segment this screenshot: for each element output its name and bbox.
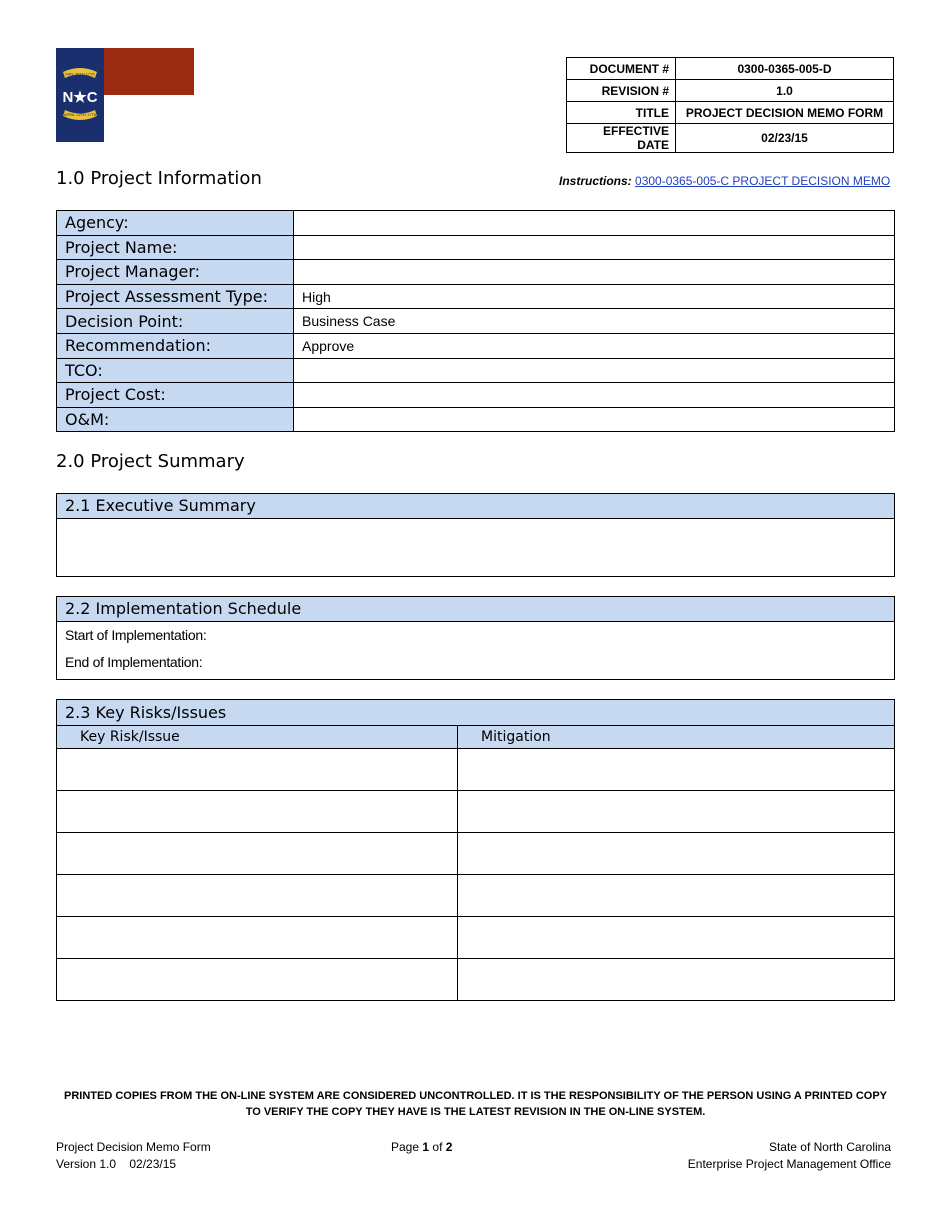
section-2-title: 2.0 Project Summary	[56, 451, 245, 472]
page-current: 1	[422, 1140, 430, 1154]
uncontrolled-copy-notice: PRINTED COPIES FROM THE ON-LINE SYSTEM ARE CONSIDERED UNCONTROLLED. IT IS THE RESPONSIBILITY OF THE PERSON USING A PRINTED COPY TO VERIFY THE COPY THEY HAVE IS THE LATEST REVISION IN THE ON-LINE SYSTEM.	[63, 1090, 888, 1118]
page-total: 2	[445, 1140, 453, 1154]
project-manager-field[interactable]	[294, 260, 895, 285]
footer-right	[688, 1139, 891, 1173]
footer-page-number	[391, 1139, 452, 1156]
assessment-type-label: Project Assessment Type:	[57, 284, 294, 309]
project-info-row	[57, 358, 895, 383]
project-info-row	[57, 235, 895, 260]
project-info-row	[57, 407, 895, 432]
title-row	[567, 102, 894, 124]
recommendation-label: Recommendation:	[57, 333, 294, 358]
flag-banner-top: MAY 20TH 1775	[65, 71, 95, 77]
footer-org-state: State of North Carolina	[768, 1140, 891, 1154]
footer-left	[56, 1139, 211, 1173]
tco-label: TCO:	[57, 358, 294, 383]
key-risks-table	[56, 699, 895, 1001]
implementation-schedule-box	[56, 596, 895, 680]
page-label: Page	[391, 1140, 420, 1154]
mitigation-cell[interactable]	[458, 791, 895, 833]
start-implementation-field[interactable]: Start of Implementation:	[65, 627, 207, 643]
revision-value: 1.0	[676, 80, 894, 102]
doc-number-label: DOCUMENT #	[567, 58, 676, 80]
tco-field[interactable]	[294, 358, 895, 383]
doc-number-row	[567, 58, 894, 80]
footer-version: Version 1.0 02/23/15	[56, 1157, 177, 1171]
effective-date-label: EFFECTIVE DATE	[567, 124, 676, 153]
doc-number-value: 0300-0365-005-D	[676, 58, 894, 80]
risk-cell[interactable]	[57, 749, 458, 791]
end-implementation-field[interactable]: End of Implementation:	[65, 654, 203, 670]
effective-date-row	[567, 124, 894, 153]
risk-cell[interactable]	[57, 791, 458, 833]
executive-summary-box	[56, 493, 895, 577]
flag-letters: N★C	[62, 89, 98, 106]
col-mitigation-header: Mitigation	[458, 726, 895, 749]
recommendation-field[interactable]: Approve	[294, 333, 895, 358]
risk-cell[interactable]	[57, 833, 458, 875]
table-row	[57, 791, 895, 833]
title-label: TITLE	[567, 102, 676, 124]
instructions	[559, 174, 890, 188]
instructions-label: Instructions:	[559, 174, 632, 188]
project-cost-field[interactable]	[294, 383, 895, 408]
agency-label: Agency:	[57, 211, 294, 236]
footer-form-name: Project Decision Memo Form	[56, 1140, 211, 1154]
project-info-row	[57, 383, 895, 408]
om-label: O&M:	[57, 407, 294, 432]
decision-point-field[interactable]: Business Case	[294, 309, 895, 334]
nc-flag-logo	[56, 48, 194, 142]
mitigation-cell[interactable]	[458, 959, 895, 1001]
effective-date-value: 02/23/15	[676, 124, 894, 153]
revision-label: REVISION #	[567, 80, 676, 102]
section-1-title: 1.0 Project Information	[56, 168, 262, 189]
project-manager-label: Project Manager:	[57, 260, 294, 285]
mitigation-cell[interactable]	[458, 917, 895, 959]
risk-cell[interactable]	[57, 959, 458, 1001]
mitigation-cell[interactable]	[458, 749, 895, 791]
executive-summary-title: 2.1 Executive Summary	[57, 494, 894, 519]
risk-cell[interactable]	[57, 875, 458, 917]
project-info-row	[57, 333, 895, 358]
flag-banner-bottom: APRIL 12TH 1776	[63, 112, 97, 117]
project-info-row	[57, 309, 895, 334]
table-row	[57, 959, 895, 1001]
table-row	[57, 875, 895, 917]
project-info-row	[57, 211, 895, 236]
assessment-type-field[interactable]: High	[294, 284, 895, 309]
project-info-row	[57, 284, 895, 309]
agency-field[interactable]	[294, 211, 895, 236]
project-name-label: Project Name:	[57, 235, 294, 260]
executive-summary-field[interactable]	[57, 519, 894, 576]
project-name-field[interactable]	[294, 235, 895, 260]
page-of: of	[432, 1140, 443, 1154]
key-risks-title: 2.3 Key Risks/Issues	[57, 700, 895, 726]
project-cost-label: Project Cost:	[57, 383, 294, 408]
decision-point-label: Decision Point:	[57, 309, 294, 334]
document-info-table	[566, 57, 894, 153]
implementation-schedule-title: 2.2 Implementation Schedule	[57, 597, 894, 622]
mitigation-cell[interactable]	[458, 875, 895, 917]
project-info-table	[56, 210, 895, 432]
instructions-link[interactable]: 0300-0365-005-C PROJECT DECISION MEMO	[635, 174, 891, 188]
footer-org-office: Enterprise Project Management Office	[687, 1157, 891, 1171]
col-key-risk-header: Key Risk/Issue	[57, 726, 458, 749]
table-row	[57, 749, 895, 791]
mitigation-cell[interactable]	[458, 833, 895, 875]
table-row	[57, 833, 895, 875]
project-info-row	[57, 260, 895, 285]
om-field[interactable]	[294, 407, 895, 432]
title-value: PROJECT DECISION MEMO FORM	[676, 102, 894, 124]
table-row	[57, 917, 895, 959]
revision-row	[567, 80, 894, 102]
risk-cell[interactable]	[57, 917, 458, 959]
